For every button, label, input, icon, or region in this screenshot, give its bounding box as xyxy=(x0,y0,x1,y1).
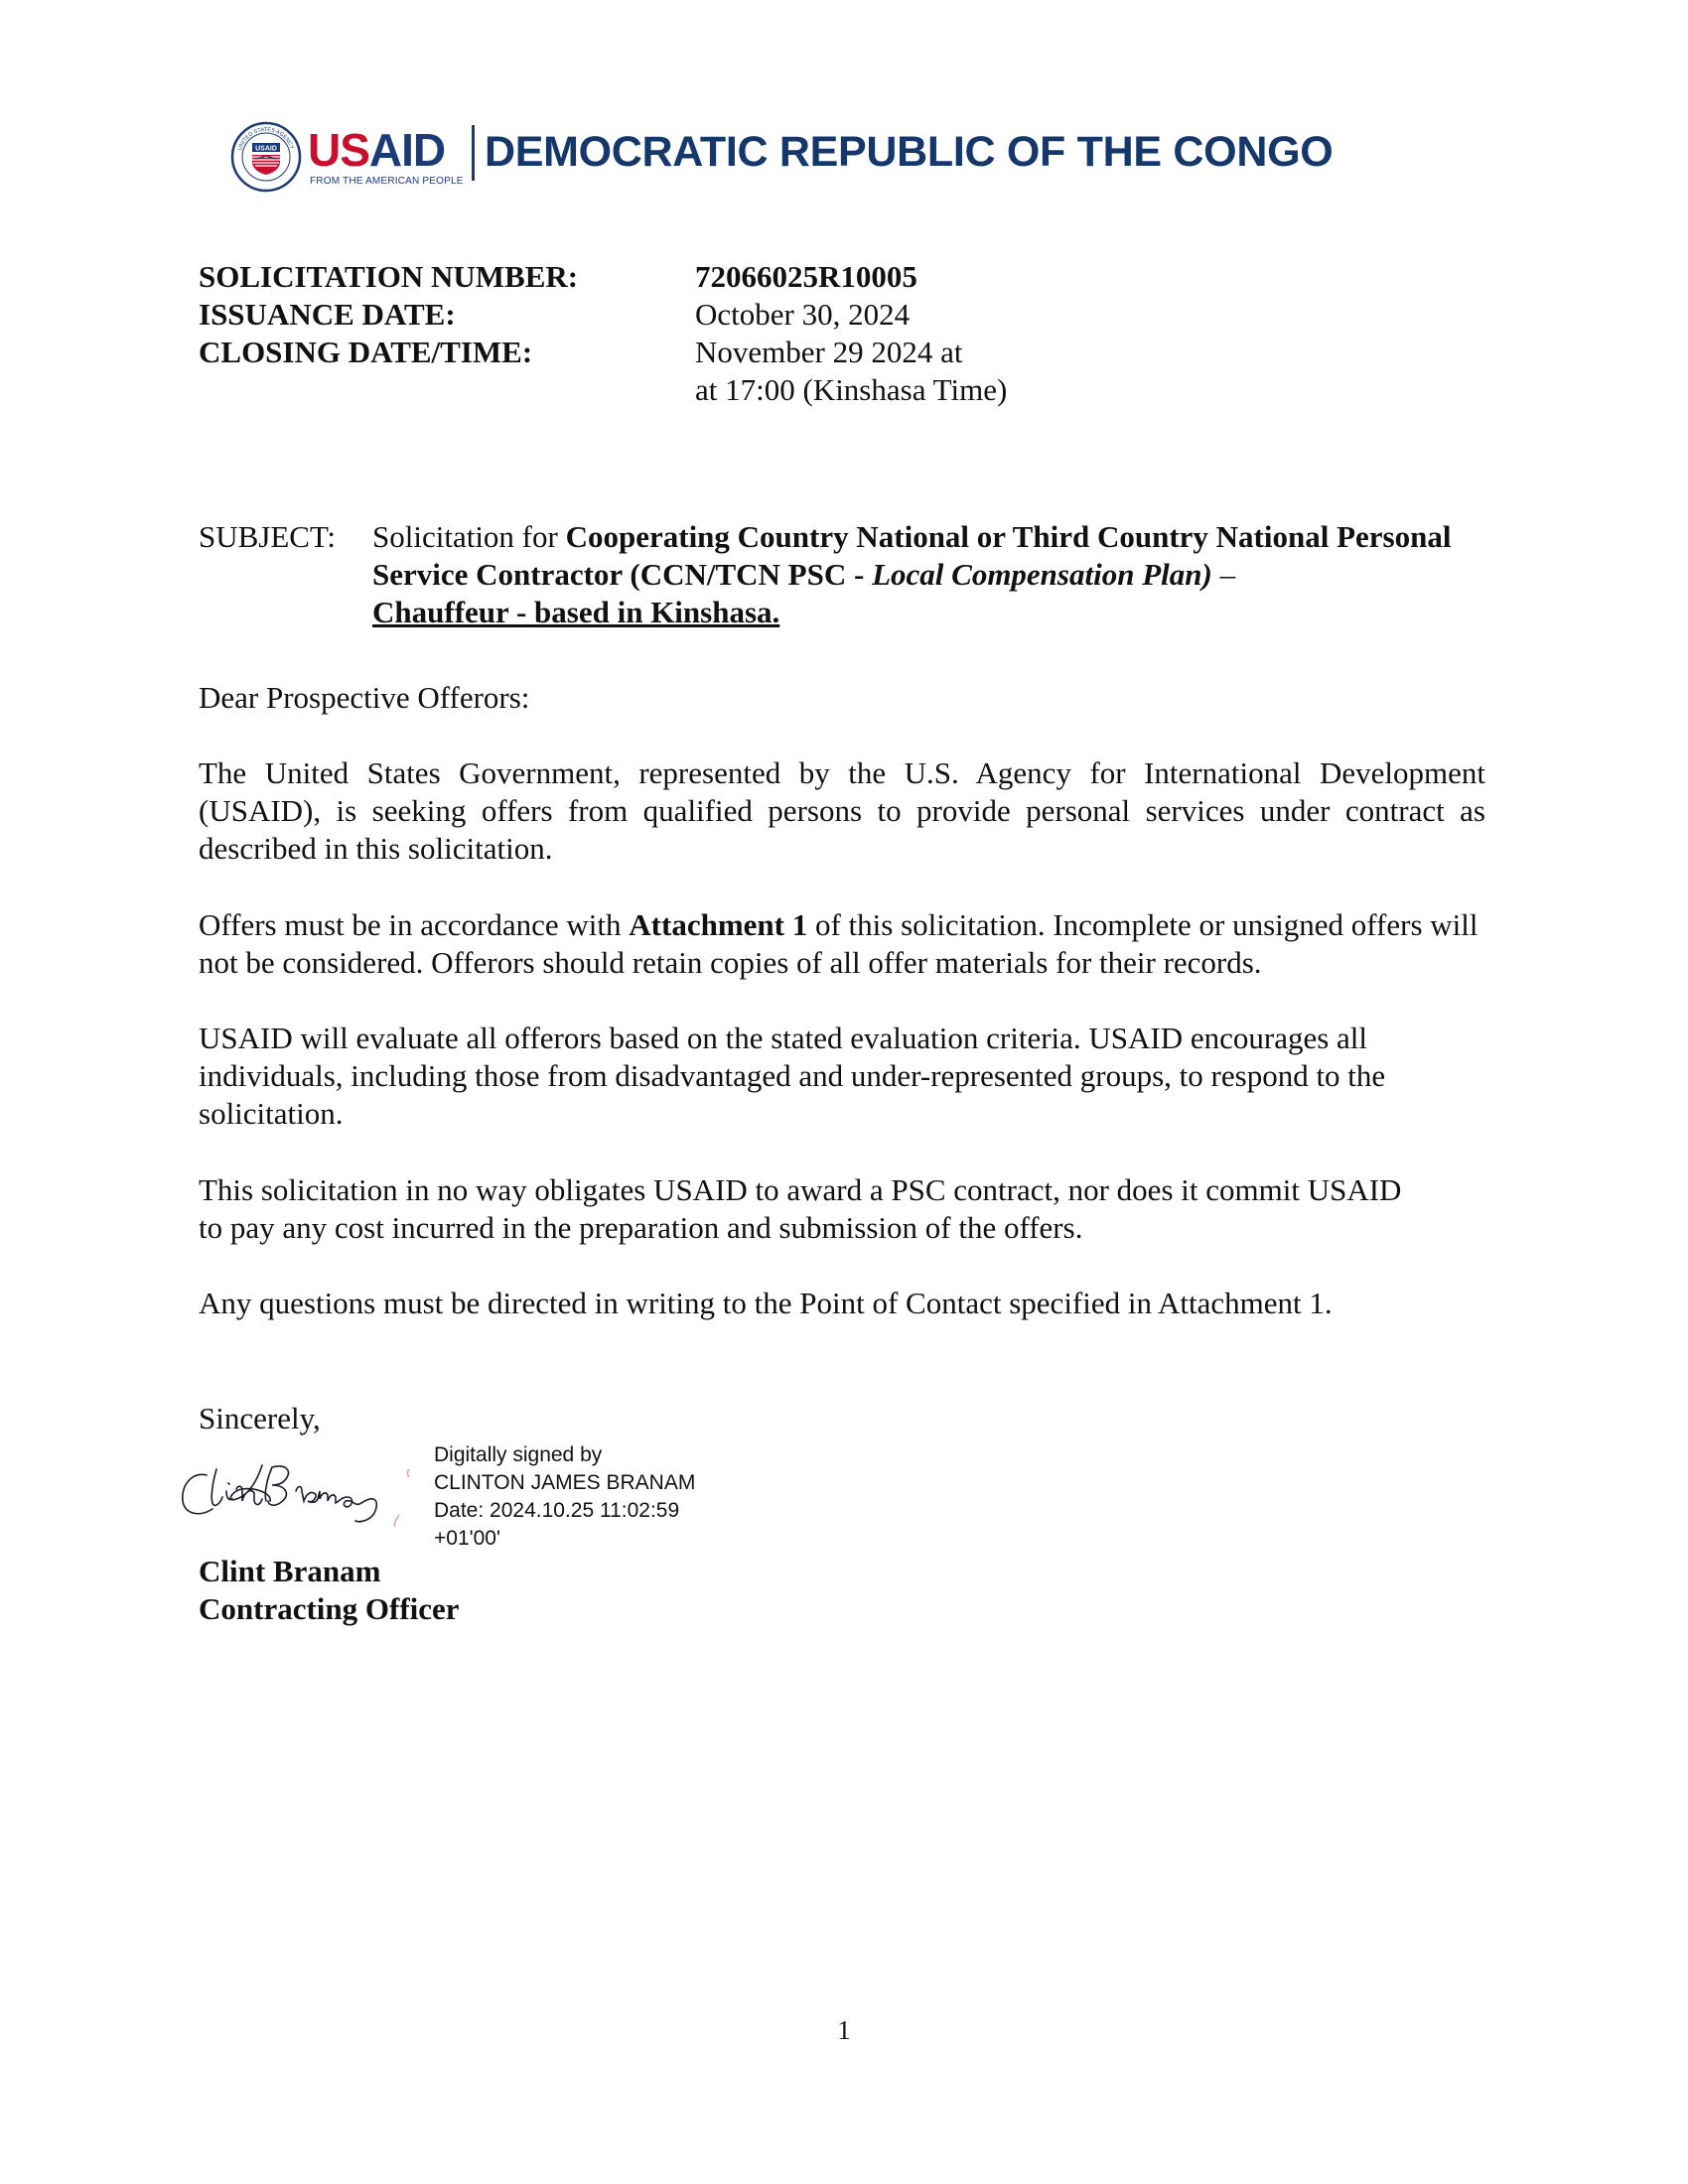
signatory-block xyxy=(199,1553,460,1628)
svg-text:UNITED STATES AGENCY: UNITED STATES AGENCY xyxy=(236,126,295,152)
signatory-title: Contracting Officer xyxy=(199,1591,460,1626)
subject-title: Cooperating Country National or Third Country National Personal Service Contractor (CCN/TCN PSC - xyxy=(372,519,1452,592)
digital-signature-line-4: +01'00' xyxy=(434,1527,500,1550)
subject-text xyxy=(372,518,1504,631)
paragraph-2-text-a: Offers must be in accordance with xyxy=(199,907,630,942)
svg-text:USAID: USAID xyxy=(255,145,277,153)
page-number: 1 xyxy=(837,2015,851,2045)
paragraph-4: This solicitation in no way obligates USAID to award a PSC contract, nor does it commit USAID to pay any cost incurred in the preparation and submission of the offers. xyxy=(199,1172,1402,1245)
country-name: DEMOCRATIC REPUBLIC OF THE CONGO xyxy=(485,128,1334,176)
header-divider xyxy=(472,125,475,181)
subject-intro: Solicitation for xyxy=(372,519,566,554)
letterhead xyxy=(230,117,1481,197)
paragraph-5: Any questions must be directed in writing to the Point of Contact specified in Attachment 1. xyxy=(199,1286,1333,1320)
subject-label: SUBJECT: xyxy=(199,519,336,554)
issuance-date-value: October 30, 2024 xyxy=(695,297,911,332)
usaid-seal-icon xyxy=(230,121,302,193)
paragraph-3: USAID will evaluate all offerors based on the stated evaluation criteria. USAID encourages all individuals, including those from disadvantaged and under-represented groups, to respond to the solicitation. xyxy=(199,1021,1386,1131)
subject-position: Chauffeur - based in Kinshasa. xyxy=(372,595,780,629)
closing-date-label: CLOSING DATE/TIME: xyxy=(199,335,533,369)
paragraph-2-text-b: of this solicitation. Incomplete or unsigned offers will not be considered. Offerors should retain copies of all offer materials for their records. xyxy=(199,907,1478,980)
paragraph-2 xyxy=(199,906,1489,982)
closing-date-value-line1: November 29 2024 at xyxy=(695,335,963,369)
handwritten-signature-icon xyxy=(177,1459,435,1529)
solicitation-number-label: SOLICITATION NUMBER: xyxy=(199,259,579,294)
digital-signature-line-1: Digitally signed by xyxy=(434,1443,603,1466)
attachment-reference: Attachment 1 xyxy=(629,907,808,942)
closing-salutation: Sincerely, xyxy=(199,1401,321,1435)
paragraph-1: The United States Government, represented by the U.S. Agency for International Development (USAID), is seeking offers from qualified persons to provide personal services under contract as described in this solicitation. xyxy=(199,755,1485,866)
digital-signature-stamp xyxy=(434,1441,695,1553)
signatory-name: Clint Branam xyxy=(199,1554,381,1588)
subject-title-italic: Local Compensation Plan) xyxy=(872,557,1212,592)
subject-dash: – xyxy=(1211,557,1236,592)
digital-signature-line-2: CLINTON JAMES BRANAM xyxy=(434,1471,696,1494)
usaid-tagline: FROM THE AMERICAN PEOPLE xyxy=(310,176,464,187)
closing-date-value-line2: at 17:00 (Kinshasa Time) xyxy=(695,372,1008,407)
usaid-wordmark: USAID xyxy=(308,124,446,176)
digital-signature-line-3: Date: 2024.10.25 11:02:59 xyxy=(434,1499,680,1522)
solicitation-number-value: 72066025R10005 xyxy=(695,259,917,294)
salutation: Dear Prospective Offerors: xyxy=(199,680,530,715)
issuance-date-label: ISSUANCE DATE: xyxy=(199,297,456,332)
